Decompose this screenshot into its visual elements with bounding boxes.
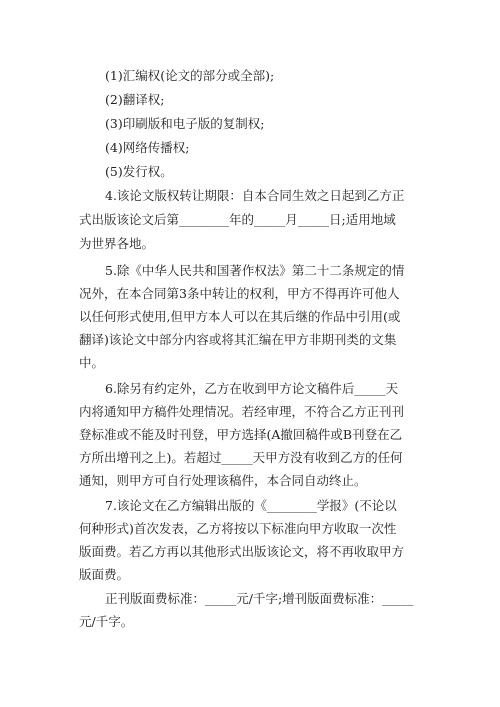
text-line: 5.除《中华人民共和国著作权法》第二十二条规定的情 — [105, 263, 405, 278]
text-line: 7.该论文在乙方编辑出版的《________学报》(不论以 — [105, 498, 397, 513]
text-line: 6.除另有约定外，乙方在收到甲方论文稿件后_____天 — [105, 381, 399, 396]
text-line: 况外，在本合同第3条中转让的权利，甲方不得再许可他人 — [79, 286, 400, 301]
text-line: 式出版该论文后第________年的_____月_____日;适用地域 — [79, 212, 396, 227]
text-line: 正刊版面费标准：_____元/千字;增刊版面费标准：_____ — [105, 591, 414, 606]
text-line: (3)印刷版和电子版的复制权; — [105, 116, 265, 131]
text-line: (4)网络传播权; — [105, 140, 190, 155]
text-line: 何种形式)首次发表，乙方将按以下标准向甲方收取一次性 — [79, 521, 397, 536]
text-line: 版面费。若乙方再以其他形式出版该论文，将不再收取甲方 — [79, 544, 405, 559]
text-line: 为世界各地。 — [79, 236, 155, 251]
text-line: 方所出增刊之上)。若超过_____天甲方没有收到乙方的任何 — [79, 450, 403, 465]
text-line: 版面费。 — [79, 567, 130, 582]
text-line: 内将通知甲方稿件处理情况。若经审理，不符合乙方正刊刊 — [79, 404, 405, 419]
text-line: 翻译)该论文中部分内容或将其汇编在甲方非期刊类的文集 — [79, 332, 397, 347]
text-line: 4.该论文版权转让期限：自本合同生效之日起到乙方正 — [105, 188, 405, 203]
text-line: 登标准或不能及时刊登，甲方选择(A撤回稿件或B刊登在乙 — [79, 427, 403, 442]
text-line: (5)发行权。 — [105, 164, 173, 179]
text-line: (2)翻译权; — [105, 92, 165, 107]
text-line: 元/千字。 — [79, 614, 134, 629]
text-line: 以任何形式使用,但甲方本人可以在其后继的作品中引用(或 — [79, 309, 401, 324]
text-line: (1)汇编权(论文的部分或全部); — [105, 68, 275, 83]
text-line: 通知，则甲方可自行处理该稿件，本合同自动终止。 — [79, 473, 367, 488]
text-line: 中。 — [79, 355, 105, 370]
